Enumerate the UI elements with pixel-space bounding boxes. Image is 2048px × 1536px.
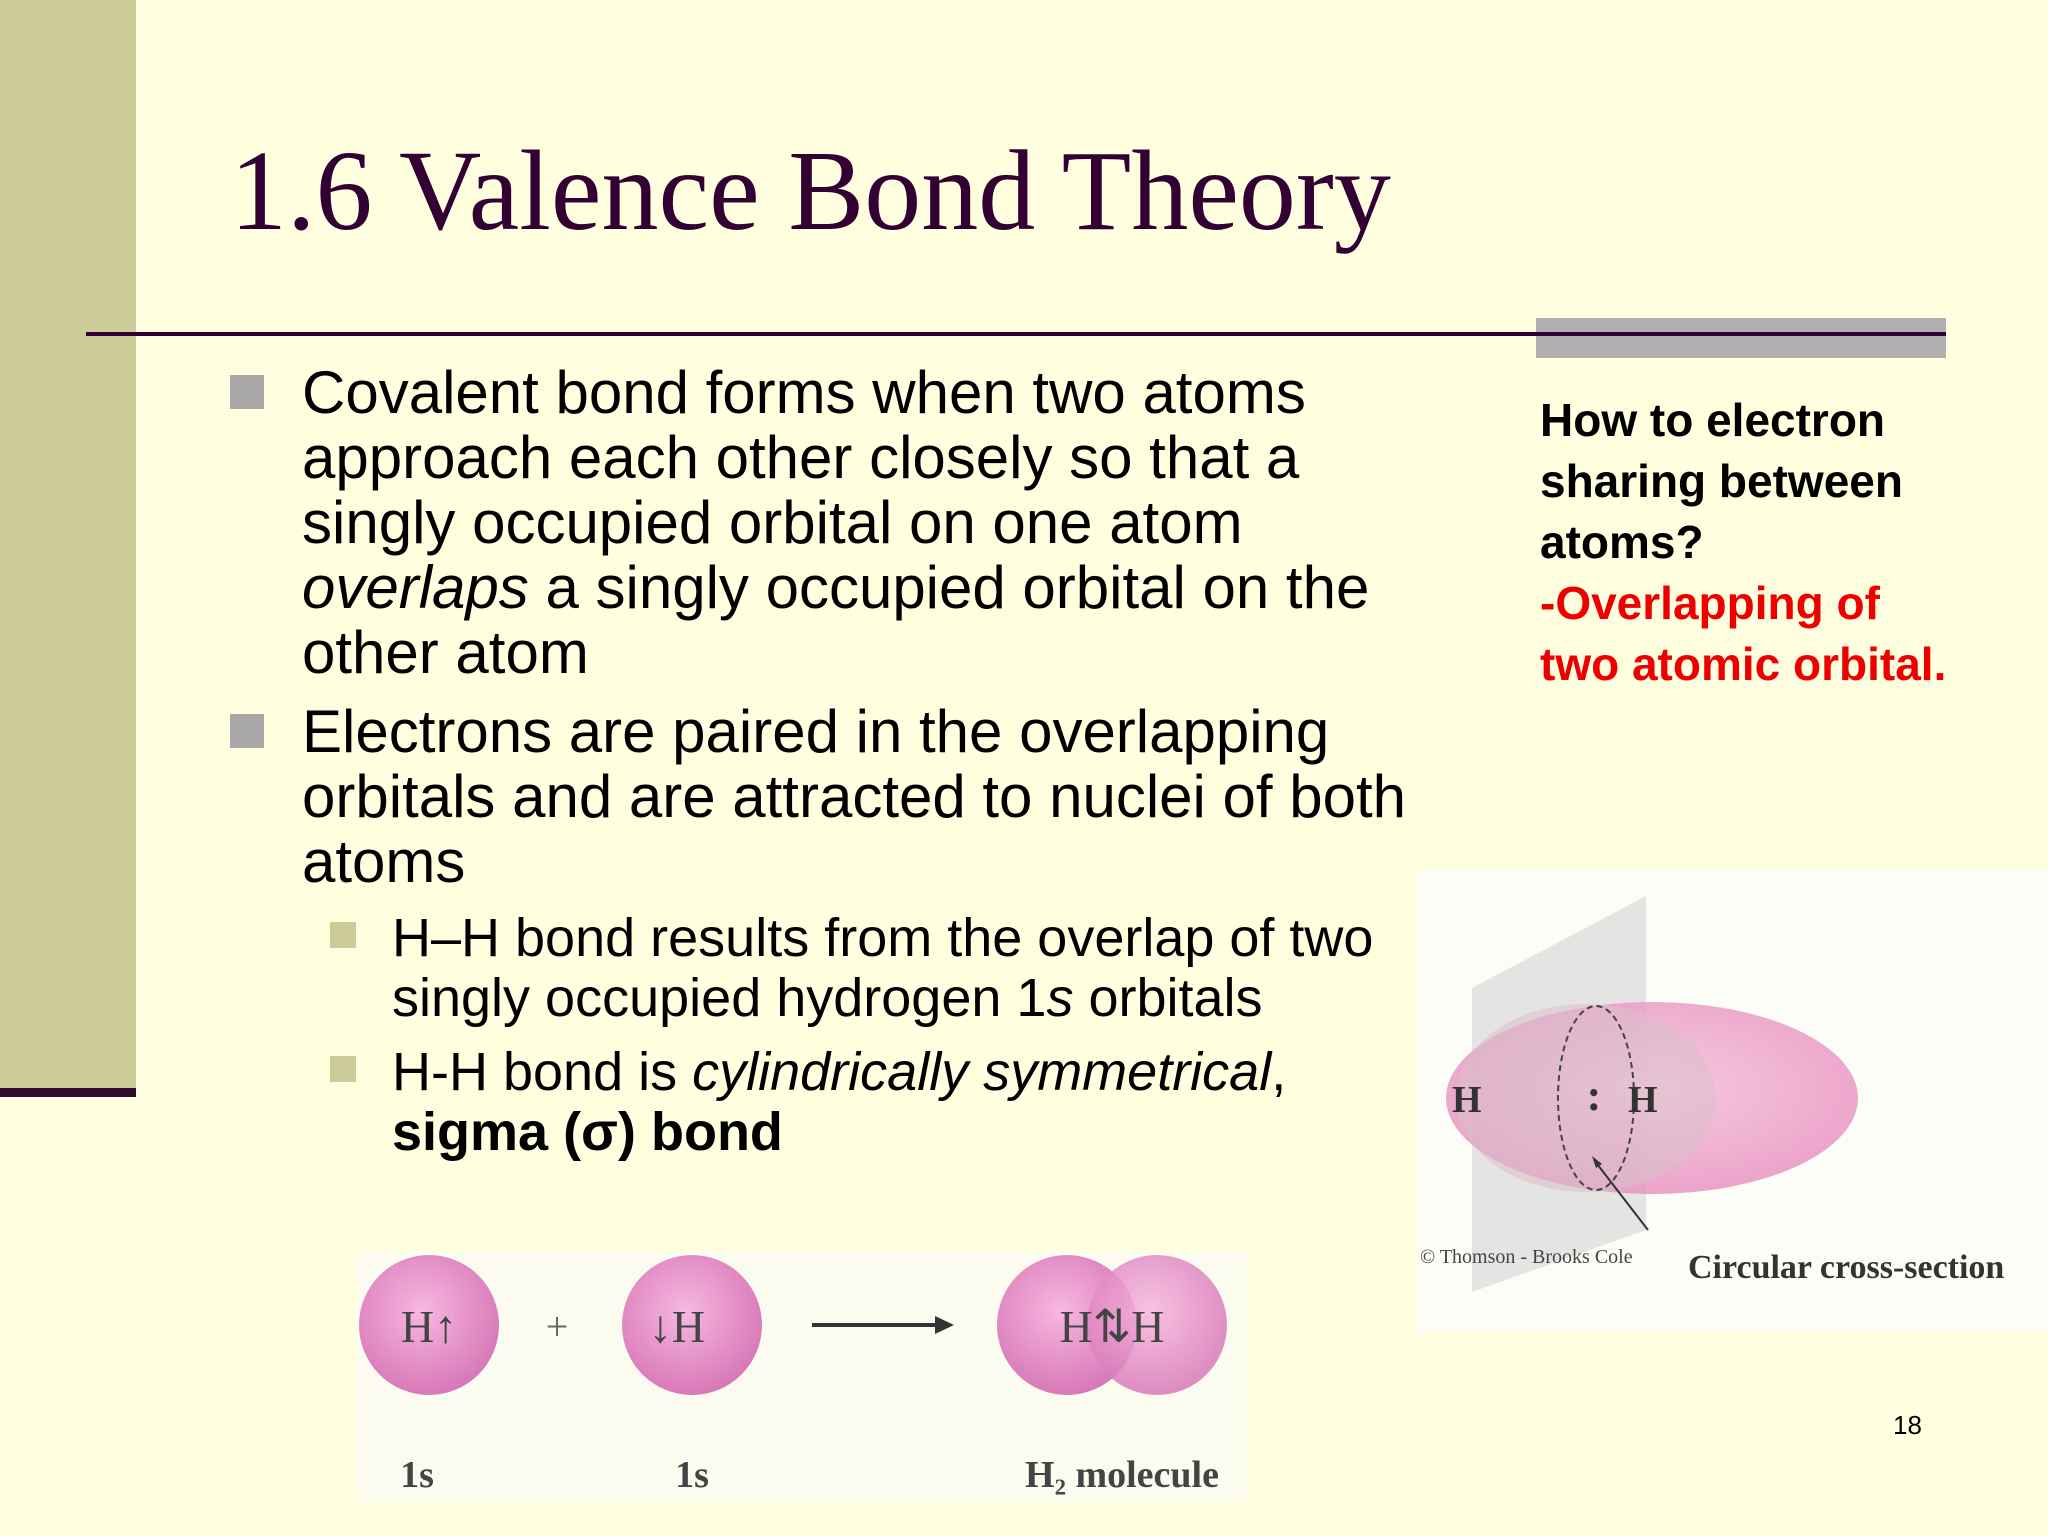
subbullet-text-tail: orbitals <box>1073 968 1263 1028</box>
bullet-list <box>230 360 1430 1176</box>
reaction-arrow-head-icon <box>935 1316 954 1334</box>
sidenote <box>1540 390 1960 695</box>
page-number: 18 <box>1893 1410 1922 1440</box>
subbullet-emphasis: cylindrically symmetrical <box>692 1042 1272 1102</box>
figure-credit: © Thomson - Brooks Cole <box>1420 1246 1633 1268</box>
subbullet-text: H–H bond results from the overlap of two singly occupied hydrogen 1 <box>392 908 1374 1028</box>
subbullet-emphasis: s <box>1046 968 1074 1028</box>
h2-formation-figure <box>357 1252 1247 1502</box>
bullet-electrons-paired <box>230 699 1430 894</box>
sidenote-answer: -Overlapping of two atomic orbital. <box>1540 577 1947 690</box>
plus-sign: + <box>545 1304 569 1349</box>
subbullet-separator: , <box>1271 1042 1287 1102</box>
subbullet-square-icon <box>330 1056 356 1082</box>
title-rule <box>86 332 1946 336</box>
cross-section-h-right: H <box>1628 1079 1658 1121</box>
label-1s-right: 1s <box>675 1454 709 1496</box>
cross-section-diagram <box>1416 870 2048 1332</box>
subbullet-text: H-H bond is <box>392 1042 693 1102</box>
subbullet-square-icon <box>330 922 356 948</box>
cross-section-electron-pair: : <box>1586 1071 1602 1120</box>
label-h2-molecule: H₂ molecule <box>1025 1454 1219 1496</box>
bullet-covalent-bond <box>230 360 1430 685</box>
cross-section-figure <box>1416 870 2048 1332</box>
subbullet-sigma-bond <box>330 1042 1430 1162</box>
bullet-text-tail: a singly occupied orbital on the other atom <box>302 554 1370 686</box>
sidenote-question: How to electron sharing between atoms? <box>1540 394 1903 568</box>
bullet-emphasis: overlaps <box>302 554 529 621</box>
h2-formation-diagram <box>357 1252 1247 1502</box>
bullet-square-icon <box>230 375 264 409</box>
subbullet-bold: sigma (σ) bond <box>392 1102 783 1162</box>
cross-section-h-left: H <box>1452 1079 1482 1121</box>
sidebar-accent-line <box>0 1088 136 1097</box>
bullet-text: Electrons are paired in the overlapping orbitals and are attracted to nuclei of both atoms <box>302 698 1407 895</box>
label-1s-left: 1s <box>400 1454 434 1496</box>
sidebar-band <box>0 0 136 1088</box>
atom-right-label: ↓H <box>648 1301 706 1352</box>
molecule-label: H⇅H <box>1059 1301 1165 1352</box>
bullet-square-icon <box>230 714 264 748</box>
slide-title: 1.6 Valence Bond Theory <box>230 127 1391 254</box>
subbullet-hh-overlap <box>330 908 1430 1028</box>
atom-left-label: H↑ <box>400 1301 458 1352</box>
bullet-text: Covalent bond forms when two atoms approach each other closely so that a singly occupied orbital on one atom <box>302 359 1306 556</box>
title-accent-bar <box>1536 318 1946 358</box>
cross-section-caption: Circular cross-section <box>1688 1249 2005 1286</box>
